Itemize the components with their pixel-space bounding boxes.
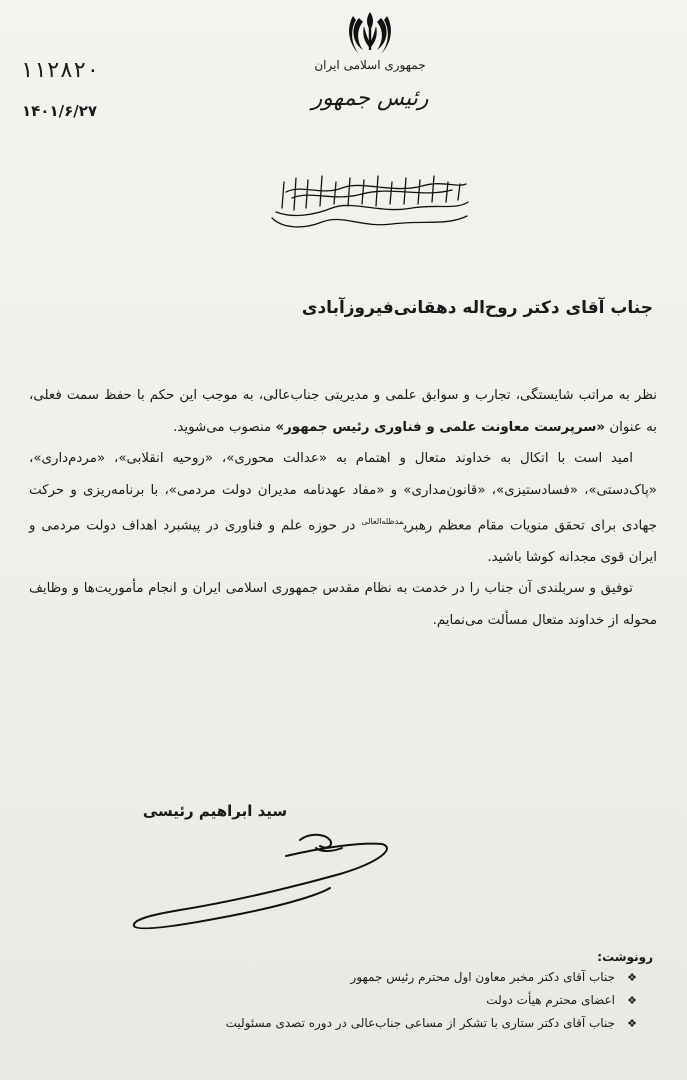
cc-list	[117, 966, 637, 1035]
bullet-icon: ❖	[627, 971, 637, 984]
expectations-closing: در حوزه علم و فناوری در پیشبرد اهداف دولت مردمی و ایران قوی مجدانه کوشا باشید.	[29, 518, 657, 565]
handwritten-signature	[120, 822, 400, 932]
cc-item	[117, 1012, 637, 1035]
paragraph-expectations	[29, 443, 657, 573]
document-date: ۱۴۰۱/۶/۲۷	[22, 102, 98, 120]
appointment-text: نظر به مراتب شایستگی، تجارب و سوابق علمی و مدیریتی جناب‌عالی، به موجب این حکم با حفظ سمت فعلی، به عنوان	[29, 388, 657, 435]
document-number: ۱۱۲۸۲۰	[20, 58, 100, 83]
cc-item-label: جناب آقای دکتر مخبر معاون اول محترم رئیس جمهور	[350, 970, 615, 984]
appointment-position: «سرپرست معاونت علمی و فناوری رئیس جمهور»	[275, 419, 606, 435]
cc-item	[117, 966, 637, 989]
addressee: جناب آقای دکتر روح‌اله دهقانی‌فیروزآبادی	[301, 298, 653, 318]
cc-title: رونوشت:	[597, 950, 653, 964]
iran-emblem-icon	[345, 8, 395, 56]
cc-item	[117, 989, 637, 1012]
bullet-icon: ❖	[627, 994, 637, 1007]
appointment-closing: منصوب می‌شوید.	[173, 419, 272, 435]
basmala-calligraphy	[262, 168, 477, 234]
paragraph-wishes	[29, 573, 657, 636]
paragraph-appointment	[29, 380, 657, 443]
country-name: جمهوری اسلامی ایران	[314, 58, 426, 72]
letter-body	[29, 380, 657, 636]
wishes-text: توفیق و سربلندی آن جناب را در خدمت به نظام مقدس جمهوری اسلامی ایران و انجام مأموریت‌ها و وظایف محوله از خداوند متعال مسألت می‌نمایم.	[29, 581, 657, 628]
expectations-text: امید است با اتکال به خداوند متعال و اهتمام به «عدالت محوری»، «روحیه انقلابی»، «مردم‌داری»، «پاک‌دستی»، «فسادستیزی»، «قانون‌مداری» و «مفاد عهدنامه مدیران دولت مردمی»، با برنامه‌ریزی و حرکت جهادی برای تحقق منویات مقام معظم رهبری	[29, 451, 658, 534]
bullet-icon: ❖	[627, 1017, 637, 1030]
leader-honorific: مدظله‌العالی	[361, 517, 404, 526]
signer-name: سید ابراهیم رئیسی	[142, 802, 288, 820]
cc-item-label: جناب آقای دکتر ستاری با تشکر از مساعی جناب‌عالی در دوره تصدی مسئولیت	[225, 1016, 615, 1030]
cc-item-label: اعضای محترم هیأت دولت	[486, 993, 615, 1007]
office-title: رئیس جمهور	[311, 86, 429, 111]
